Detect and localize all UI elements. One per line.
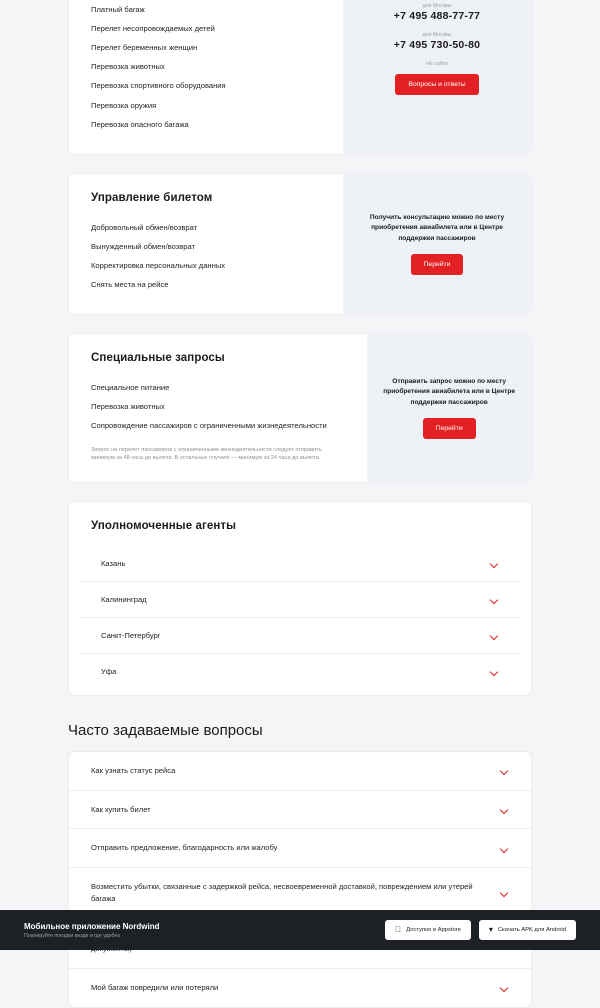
accordion-item-saint-petersburg[interactable] — [79, 618, 521, 654]
chevron-down-icon — [490, 631, 499, 640]
faq-question: Отправить предложение, благодарность или жалобу — [91, 843, 278, 853]
phone-label-2: для Москвы — [422, 32, 452, 38]
list-item[interactable]: Перевозка опасного багажа — [91, 119, 189, 129]
ticket-link-list — [91, 218, 321, 294]
apple-icon — [395, 926, 401, 934]
authorized-agents-card — [68, 501, 532, 696]
list-item[interactable]: Корректировка персональных данных — [91, 260, 226, 270]
footer-title: Мобильное приложение Nordwind — [24, 921, 160, 931]
special-goto-button[interactable]: Перейти — [423, 418, 476, 439]
faq-question: Возместить убытки, связанные с задержкой рейса, несвоевременной доставкой, повреждением или утерей багажа — [91, 882, 473, 903]
accordion-label: Калининград — [101, 594, 147, 604]
ticket-card-title: Управление билетом — [91, 191, 213, 204]
special-links-column — [69, 334, 367, 482]
ticket-management-card — [68, 173, 532, 315]
list-item[interactable]: Платный багаж — [91, 5, 145, 14]
faq-question: Как узнать статус рейса — [91, 765, 176, 775]
faq-item-buy-ticket[interactable] — [69, 791, 531, 830]
special-requests-card — [68, 333, 532, 483]
faq-item-send-feedback[interactable] — [69, 829, 531, 868]
android-label: Скачать APK для Android — [497, 927, 566, 933]
faq-question: Мой багаж повредили или потеряли — [91, 983, 219, 993]
ticket-consult-text: Получить консультацию можно по месту приобретения авиабилета или в Центре поддержки пассажиров — [369, 213, 505, 242]
footer-text-block — [24, 922, 160, 939]
ticket-links-column — [69, 174, 343, 314]
list-item[interactable]: Перелет беременных женщин — [91, 43, 198, 53]
accordion-item-kazan[interactable] — [79, 546, 521, 582]
baggage-contact-panel — [343, 0, 531, 154]
faq-button[interactable]: Вопросы и ответы — [395, 74, 478, 95]
list-item[interactable]: Перелет несопровождаемых детей — [91, 24, 215, 34]
store-buttons — [385, 920, 576, 940]
accordion-label: Казань — [101, 558, 126, 568]
special-link-list — [91, 378, 345, 435]
faq-item-damaged-baggage[interactable] — [69, 969, 531, 1007]
accordion-item-kaliningrad[interactable] — [79, 582, 521, 618]
mobile-app-footer — [0, 910, 600, 950]
list-item[interactable]: Перевозка спортивного оборудования — [91, 81, 226, 91]
faq-heading: Часто задаваемые вопросы — [68, 721, 263, 739]
list-item[interactable]: Перевозка животных — [91, 402, 165, 412]
list-item[interactable]: Перевозка животных — [91, 62, 165, 72]
chevron-down-icon — [500, 888, 509, 897]
baggage-link-list — [91, 0, 321, 134]
chevron-down-icon — [490, 559, 499, 568]
list-item[interactable]: Добровольный обмен/возврат — [91, 222, 198, 232]
phone-label-1: для Москвы — [422, 3, 452, 9]
list-item[interactable]: Перевозка оружия — [91, 100, 157, 110]
chevron-down-icon — [500, 766, 509, 775]
chevron-down-icon — [500, 844, 509, 853]
appstore-button[interactable] — [385, 920, 471, 940]
android-apk-button[interactable] — [479, 920, 576, 940]
phone-number-1[interactable]: +7 495 488-77-77 — [393, 10, 481, 22]
list-item[interactable]: Специальное питание — [91, 383, 170, 393]
list-item[interactable]: Вынужденный обмен/возврат — [91, 241, 196, 251]
android-icon: ▾ — [488, 925, 493, 934]
baggage-card — [68, 0, 532, 155]
footer-subtitle: Планируйте поездки везде и где удобно — [24, 932, 121, 939]
baggage-links-column — [69, 0, 343, 154]
special-note: Запрос на перелет пассажиров с ограниченными жизнедеятельности следует отправить минимум за 48 часа до вылета. В остальных случаях — минимум за 24 часа до вылета. — [91, 446, 322, 461]
chevron-down-icon — [500, 805, 509, 814]
special-request-text: Отправить запрос можно по месту приобретения авиабилета или в Центре поддержки пассажиров — [383, 377, 516, 406]
faq-question: Как купить билет — [91, 804, 151, 814]
ticket-goto-button[interactable]: Перейти — [411, 254, 464, 275]
special-request-panel — [367, 334, 531, 482]
accordion-item-ufa[interactable] — [79, 654, 521, 689]
chevron-down-icon — [490, 667, 499, 676]
chevron-down-icon — [500, 983, 509, 992]
site-label: На сайте — [426, 61, 448, 67]
faq-item-flight-status[interactable] — [69, 752, 531, 791]
accordion-label: Санкт-Петербург — [101, 630, 161, 640]
agents-card-title: Уполномоченные агенты — [91, 519, 237, 532]
appstore-label: Доступно в Appstore — [406, 927, 461, 933]
phone-number-2[interactable]: +7 495 730-50-80 — [393, 39, 481, 51]
special-card-title: Специальные запросы — [91, 352, 225, 365]
chevron-down-icon — [490, 595, 499, 604]
ticket-consult-panel — [343, 174, 531, 314]
faq-list — [68, 751, 532, 1008]
list-item[interactable]: Снять места на рейсе — [91, 280, 169, 290]
list-item[interactable]: Сопровождение пассажиров с ограниченными жизнедеятельности — [91, 421, 327, 431]
accordion-label: Уфа — [101, 666, 117, 676]
